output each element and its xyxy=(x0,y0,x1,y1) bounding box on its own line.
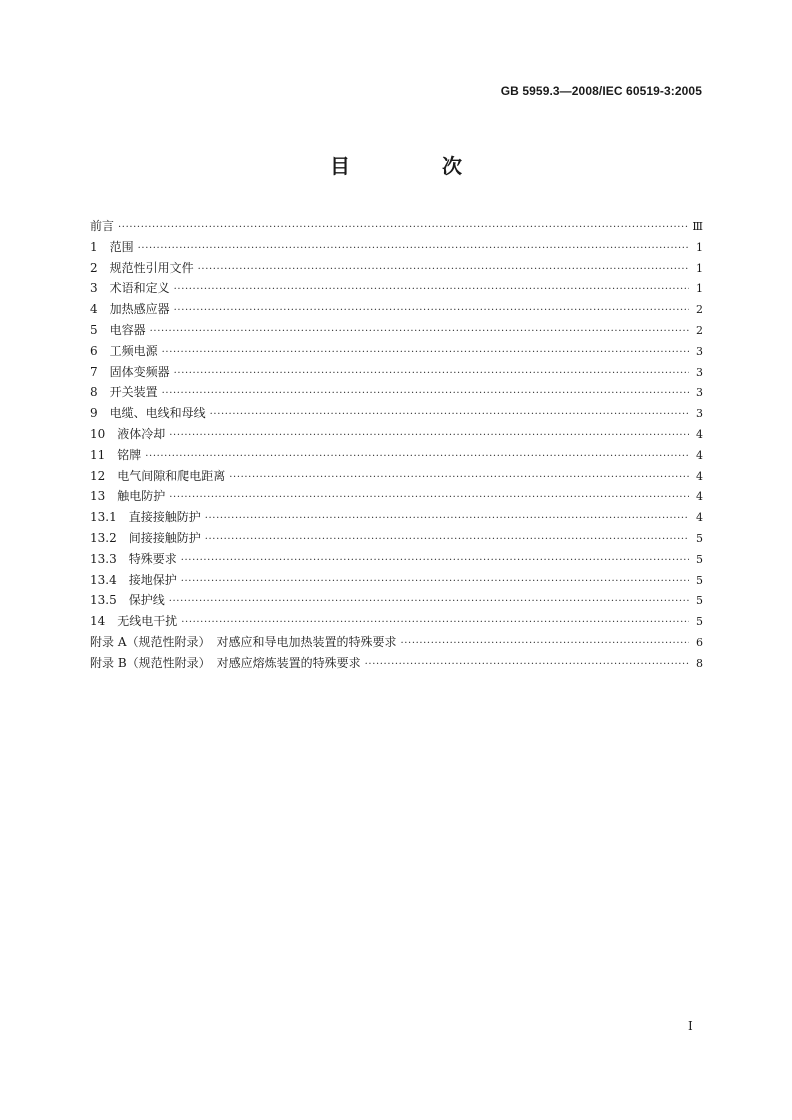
toc-entry-label: 2 规范性引用文件 xyxy=(90,260,194,275)
toc-entry-4[interactable] xyxy=(90,299,703,320)
toc-entry-label: 6 工频电源 xyxy=(90,343,158,358)
toc-entry-label: 13.2 间接接触防护 xyxy=(90,530,201,545)
toc-page-number: 5 xyxy=(696,573,703,587)
toc-entry-11[interactable] xyxy=(90,445,703,466)
toc-dot-leader xyxy=(229,468,689,489)
toc-entry-label: 13 触电防护 xyxy=(90,489,166,504)
toc-page-number: 3 xyxy=(696,407,703,421)
toc-page-number: 4 xyxy=(696,469,703,483)
toc-entry-13[interactable] xyxy=(90,486,703,507)
toc-entry-label: 附录 A（规范性附录） 对感应和导电加热装置的特殊要求 xyxy=(90,634,397,649)
standard-code-header: GB 5959.3—2008/IEC 60519-3:2005 xyxy=(500,84,702,98)
toc-entry-7[interactable] xyxy=(90,362,703,383)
toc-entry-12[interactable] xyxy=(90,466,703,487)
toc-dot-leader xyxy=(174,364,689,385)
toc-dot-leader xyxy=(181,572,689,593)
toc-dot-leader xyxy=(169,488,689,509)
toc-entry-3[interactable] xyxy=(90,278,703,299)
toc-page-number: Ⅲ xyxy=(692,220,703,233)
toc-dot-leader xyxy=(205,530,689,551)
toc-entry-label: 13.5 保护线 xyxy=(90,593,165,608)
toc-dot-leader xyxy=(400,634,689,655)
page-title: 目 次 xyxy=(330,154,498,178)
toc-entry-14[interactable] xyxy=(90,611,703,632)
toc-entry-13-3[interactable] xyxy=(90,549,703,570)
toc-page-number: 5 xyxy=(696,615,703,629)
toc-dot-leader xyxy=(365,655,689,676)
toc-entry-label: 前言 xyxy=(90,219,115,233)
toc-entry-label: 7 固体变频器 xyxy=(90,364,170,379)
toc-entry-label: 13.1 直接接触防护 xyxy=(90,510,201,525)
toc-page-number: 5 xyxy=(696,552,703,566)
toc-entry-label: 14 无线电干扰 xyxy=(90,614,178,629)
toc-page-number: 1 xyxy=(696,261,703,275)
toc-entry-foreword[interactable] xyxy=(90,216,703,237)
toc-page-number: 6 xyxy=(696,635,703,649)
toc-page-number: 4 xyxy=(696,511,703,525)
toc-page-number: 2 xyxy=(696,303,703,317)
toc-dot-leader xyxy=(210,405,689,426)
toc-dot-leader xyxy=(174,280,689,301)
toc-entry-appendix-a[interactable] xyxy=(90,632,703,653)
toc-entry-13-5[interactable] xyxy=(90,590,703,611)
toc-entry-1[interactable] xyxy=(90,237,703,258)
toc-dot-leader xyxy=(162,384,689,405)
toc-entry-label: 12 电气间隙和爬电距离 xyxy=(90,468,226,483)
toc-page-number: 4 xyxy=(696,427,703,441)
toc-dot-leader xyxy=(145,447,689,468)
toc-entry-label: 附录 B（规范性附录） 对感应熔炼装置的特殊要求 xyxy=(90,655,361,670)
toc-entry-appendix-b[interactable] xyxy=(90,653,703,674)
toc-entry-2[interactable] xyxy=(90,258,703,279)
toc-entry-label: 9 电缆、电线和母线 xyxy=(90,406,206,421)
toc-page-number: 5 xyxy=(696,531,703,545)
table-of-contents xyxy=(90,216,703,674)
toc-dot-leader xyxy=(181,551,689,572)
toc-entry-5[interactable] xyxy=(90,320,703,341)
toc-dot-leader xyxy=(198,260,689,281)
toc-entry-13-4[interactable] xyxy=(90,570,703,591)
toc-page-number: 4 xyxy=(696,448,703,462)
toc-entry-label: 10 液体冷却 xyxy=(90,426,166,441)
toc-entry-label: 5 电容器 xyxy=(90,322,146,337)
toc-dot-leader xyxy=(118,218,688,239)
toc-page-number: 3 xyxy=(696,386,703,400)
toc-dot-leader xyxy=(150,322,689,343)
toc-dot-leader xyxy=(174,301,689,322)
toc-dot-leader xyxy=(169,426,689,447)
toc-dot-leader xyxy=(169,592,689,613)
toc-dot-leader xyxy=(205,509,689,530)
toc-entry-9[interactable] xyxy=(90,403,703,424)
toc-entry-label: 8 开关装置 xyxy=(90,385,158,400)
toc-page-number: 1 xyxy=(696,240,703,254)
toc-dot-leader xyxy=(181,613,689,634)
toc-entry-label: 1 范围 xyxy=(90,239,134,254)
toc-entry-10[interactable] xyxy=(90,424,703,445)
page-number: I xyxy=(688,1019,693,1033)
toc-entry-6[interactable] xyxy=(90,341,703,362)
toc-entry-label: 3 术语和定义 xyxy=(90,281,170,296)
toc-page-number: 2 xyxy=(696,323,703,337)
toc-entry-8[interactable] xyxy=(90,382,703,403)
toc-page-number: 1 xyxy=(696,282,703,296)
toc-dot-leader xyxy=(162,343,689,364)
toc-page-number: 4 xyxy=(696,490,703,504)
toc-page-number: 3 xyxy=(696,365,703,379)
toc-entry-label: 4 加热感应器 xyxy=(90,302,170,317)
toc-entry-label: 13.3 特殊要求 xyxy=(90,551,177,566)
toc-entry-label: 13.4 接地保护 xyxy=(90,572,177,587)
toc-page-number: 3 xyxy=(696,344,703,358)
toc-page-number: 5 xyxy=(696,594,703,608)
toc-entry-label: 11 铭牌 xyxy=(90,447,142,462)
toc-entry-13-2[interactable] xyxy=(90,528,703,549)
toc-page-number: 8 xyxy=(696,656,703,670)
toc-dot-leader xyxy=(138,239,689,260)
toc-entry-13-1[interactable] xyxy=(90,507,703,528)
